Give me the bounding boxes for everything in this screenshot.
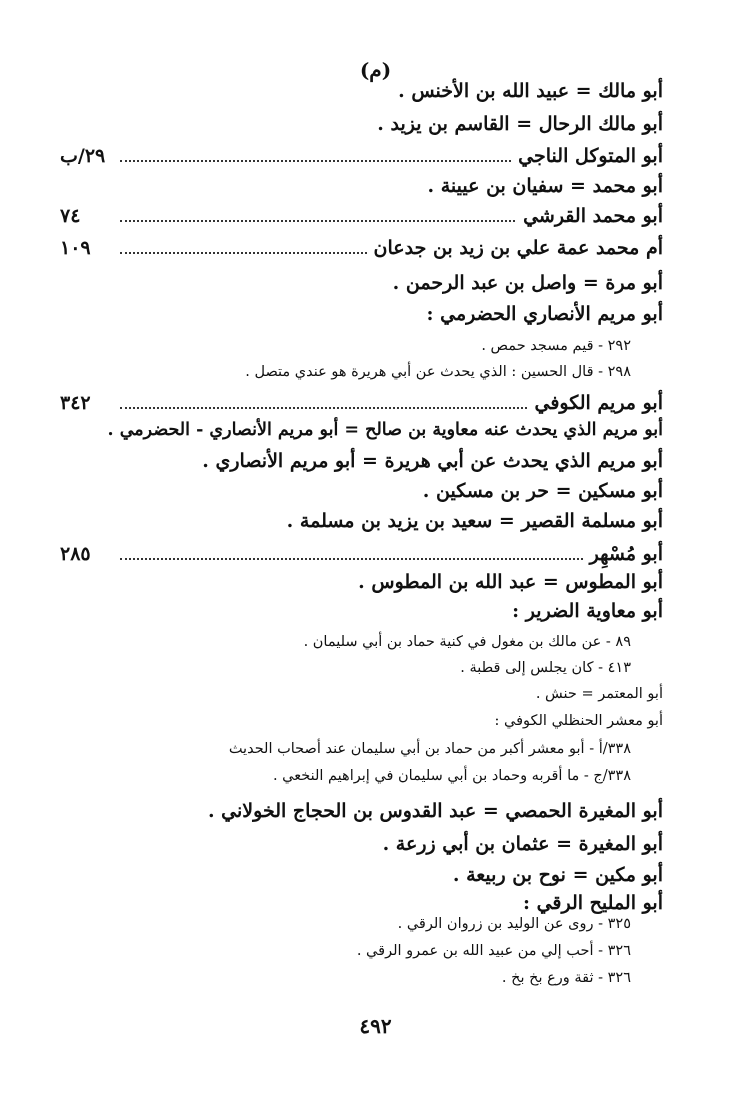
index-entry: أبو المغيرة الحمصي = عبد القدوس بن الحجاج الخولاني . [207,800,663,822]
index-entry: أبو مرة = واصل بن عبد الرحمن . [392,272,663,294]
sub-entry: ٨٩ - عن مالك بن مغول في كنية حماد بن أبي سليمان . [303,634,631,650]
index-entry: أبو مريم الذي يحدث عنه معاوية بن صالح = أبو مريم الأنصاري - الحضرمي . [107,420,663,440]
index-entry-small: أبو المعتمر = حنش . [535,686,663,702]
page-reference: ٢٩/ب [60,145,106,167]
entry-name: أم محمد عمة علي بن زيد بن جدعان [368,237,663,259]
sub-entry: ٢٩٨ - قال الحسين : الذي يحدث عن أبي هريرة هو عندي متصل . [245,364,631,380]
index-entry: أبو المليح الرقي : [522,892,663,914]
sub-entry: ٣٣٨/ج - ما أقربه وحماد بن أبي سليمان في إبراهيم النخعي . [272,768,631,784]
page-reference: ٣٤٢ [60,392,91,414]
index-entry: أبو المغيرة = عثمان بن أبي زرعة . [382,833,663,855]
index-entry: أبو محمد = سفيان بن عيينة . [427,175,663,197]
index-entry: أبو مريم الأنصاري الحضرمي : [426,303,663,325]
index-entry: أبو المطوس = عبد الله بن المطوس . [358,571,663,593]
sub-entry: ٢٩٢ - قيم مسجد حمص . [481,338,631,354]
sub-entry: ٣٢٥ - روى عن الوليد بن زروان الرقي . [397,916,631,932]
index-entry: أبو مالك = عبيد الله بن الأخنس . [398,80,663,102]
index-entry: أبو مسكين = حر بن مسكين . [422,480,663,502]
entry-name: أبو مُسْهِر [584,543,663,565]
index-entry-with-ref [60,237,663,261]
index-entry-with-ref [60,543,663,567]
index-entry-small: أبو معشر الحنظلي الكوفي : [494,713,663,729]
page-number: ٤٩٢ [359,1014,392,1038]
sub-entry: ٣٢٦ - ثقة ورع بخ بخ . [501,970,631,986]
sub-entry: ٤١٣ - كان يجلس إلى قطبة . [460,660,631,676]
index-entry: أبو مريم الذي يحدث عن أبي هريرة = أبو مريم الأنصاري . [202,450,663,472]
entry-name: أبو مريم الكوفي [528,392,663,414]
section-letter-header: (م) [359,58,392,82]
entry-name: أبو محمد القرشي [517,205,663,227]
entry-name: أبو المتوكل الناجي [512,145,663,167]
index-entry: أبو معاوية الضرير : [512,600,663,622]
index-entry-with-ref [60,205,663,229]
index-entry: أبو مالك الرحال = القاسم بن يزيد . [377,113,663,135]
page-reference: ٢٨٥ [60,543,91,565]
leader-dots [120,558,663,560]
index-entry-with-ref [60,145,663,169]
page-reference: ١٠٩ [60,237,91,259]
sub-entry: ٣٣٨/أ - أبو معشر أكبر من حماد بن أبي سليمان عند أصحاب الحديث [228,741,631,757]
sub-entry: ٣٢٦ - أحب إلي من عبيد الله بن عمرو الرقي . [356,943,631,959]
index-entry: أبو مكين = نوح بن ربيعة . [452,864,663,886]
page-reference: ٧٤ [60,205,81,227]
index-entry-with-ref [60,392,663,416]
index-entry: أبو مسلمة القصير = سعيد بن يزيد بن مسلمة . [286,510,663,532]
